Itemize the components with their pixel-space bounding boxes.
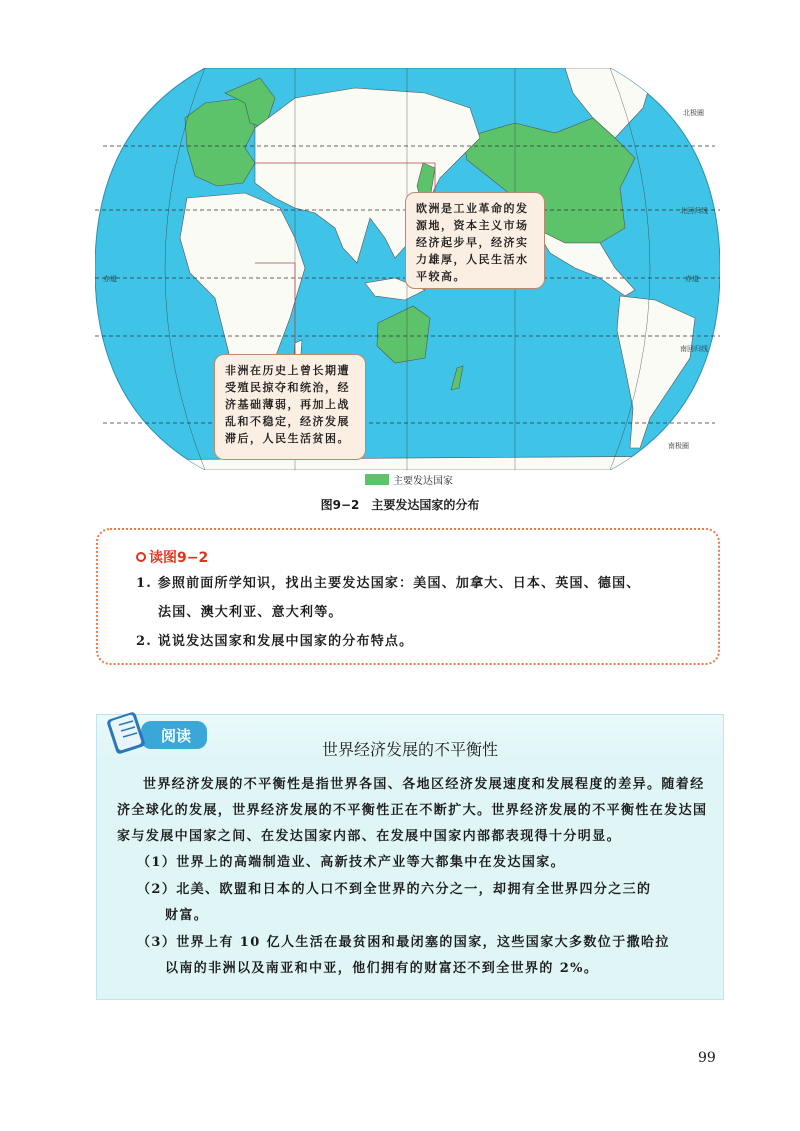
legend-label: 主要发达国家 <box>393 476 453 487</box>
exercise-question-1: 1. 参照前面所学知识，找出主要发达国家：美国、加拿大、日本、英国、德国、 <box>136 576 641 591</box>
reading-item-1: （1）世界上的高端制造业、高新技术产业等大都集中在发达国家。 <box>137 855 566 870</box>
label-tropic-cancer: 北回归线 <box>680 207 708 215</box>
reading-item-3-cont: 以南的非洲以及南亚和中亚，他们拥有的财富还不到全世界的 2%。 <box>165 961 599 976</box>
reading-box <box>96 714 724 1000</box>
reading-item-2-cont: 财富。 <box>165 908 209 923</box>
label-arctic-circle: 北极圈 <box>683 109 704 117</box>
callout-europe: 欧洲是工业革命的发源地，资本主义市场经济起步早，经济实力雄厚，人民生活水平较高。 <box>405 192 545 289</box>
label-antarctic-circle: 南极圈 <box>668 442 689 450</box>
reading-badge-text: 阅读 <box>161 727 192 745</box>
reading-item-3: （3）世界上有 10 亿人生活在最贫困和最闭塞的国家，这些国家大多数位于撒哈拉 <box>137 935 670 950</box>
legend-swatch <box>365 474 389 485</box>
label-tropic-capricorn: 南回归线 <box>680 345 708 353</box>
label-equator-left: 赤道 <box>103 275 117 283</box>
europe-developed <box>185 98 255 186</box>
reading-item-2: （2）北美、欧盟和日本的人口不到全世界的六分之一，却拥有全世界四分之三的 <box>137 882 652 897</box>
bullet-circle-icon <box>136 552 146 562</box>
exercise-title <box>136 547 208 567</box>
exercise-box <box>96 528 720 665</box>
reading-paragraph <box>117 772 717 850</box>
exercise-question-2: 2. 说说发达国家和发展中国家的分布特点。 <box>136 634 414 649</box>
reading-title: 世界经济发展的不平衡性 <box>321 740 498 759</box>
world-map <box>95 68 720 470</box>
map-legend <box>365 472 453 487</box>
page-number: 99 <box>698 1050 716 1066</box>
figure-caption: 图9−2 主要发达国家的分布 <box>320 498 480 512</box>
exercise-title-text: 读图9−2 <box>149 550 209 566</box>
label-equator-right: 赤道 <box>685 275 699 283</box>
callout-africa: 非洲在历史上曾长期遭受殖民掠夺和统治，经济基础薄弱，再加上战乱和不稳定，经济发展滞后，人民生活贫困。 <box>214 354 366 460</box>
reading-paragraph-text: 世界经济发展的不平衡性是指世界各国、各地区经济发展速度和发展程度的差异。随着经济全球化的发展，世界经济发展的不平衡性正在不断扩大。世界经济发展的不平衡性在发达国家与发展中国家之间、在发达国家内部、在发展中国家内部都表现得十分明显。 <box>117 777 708 844</box>
exercise-question-1-cont: 法国、澳大利亚、意大利等。 <box>158 605 343 620</box>
